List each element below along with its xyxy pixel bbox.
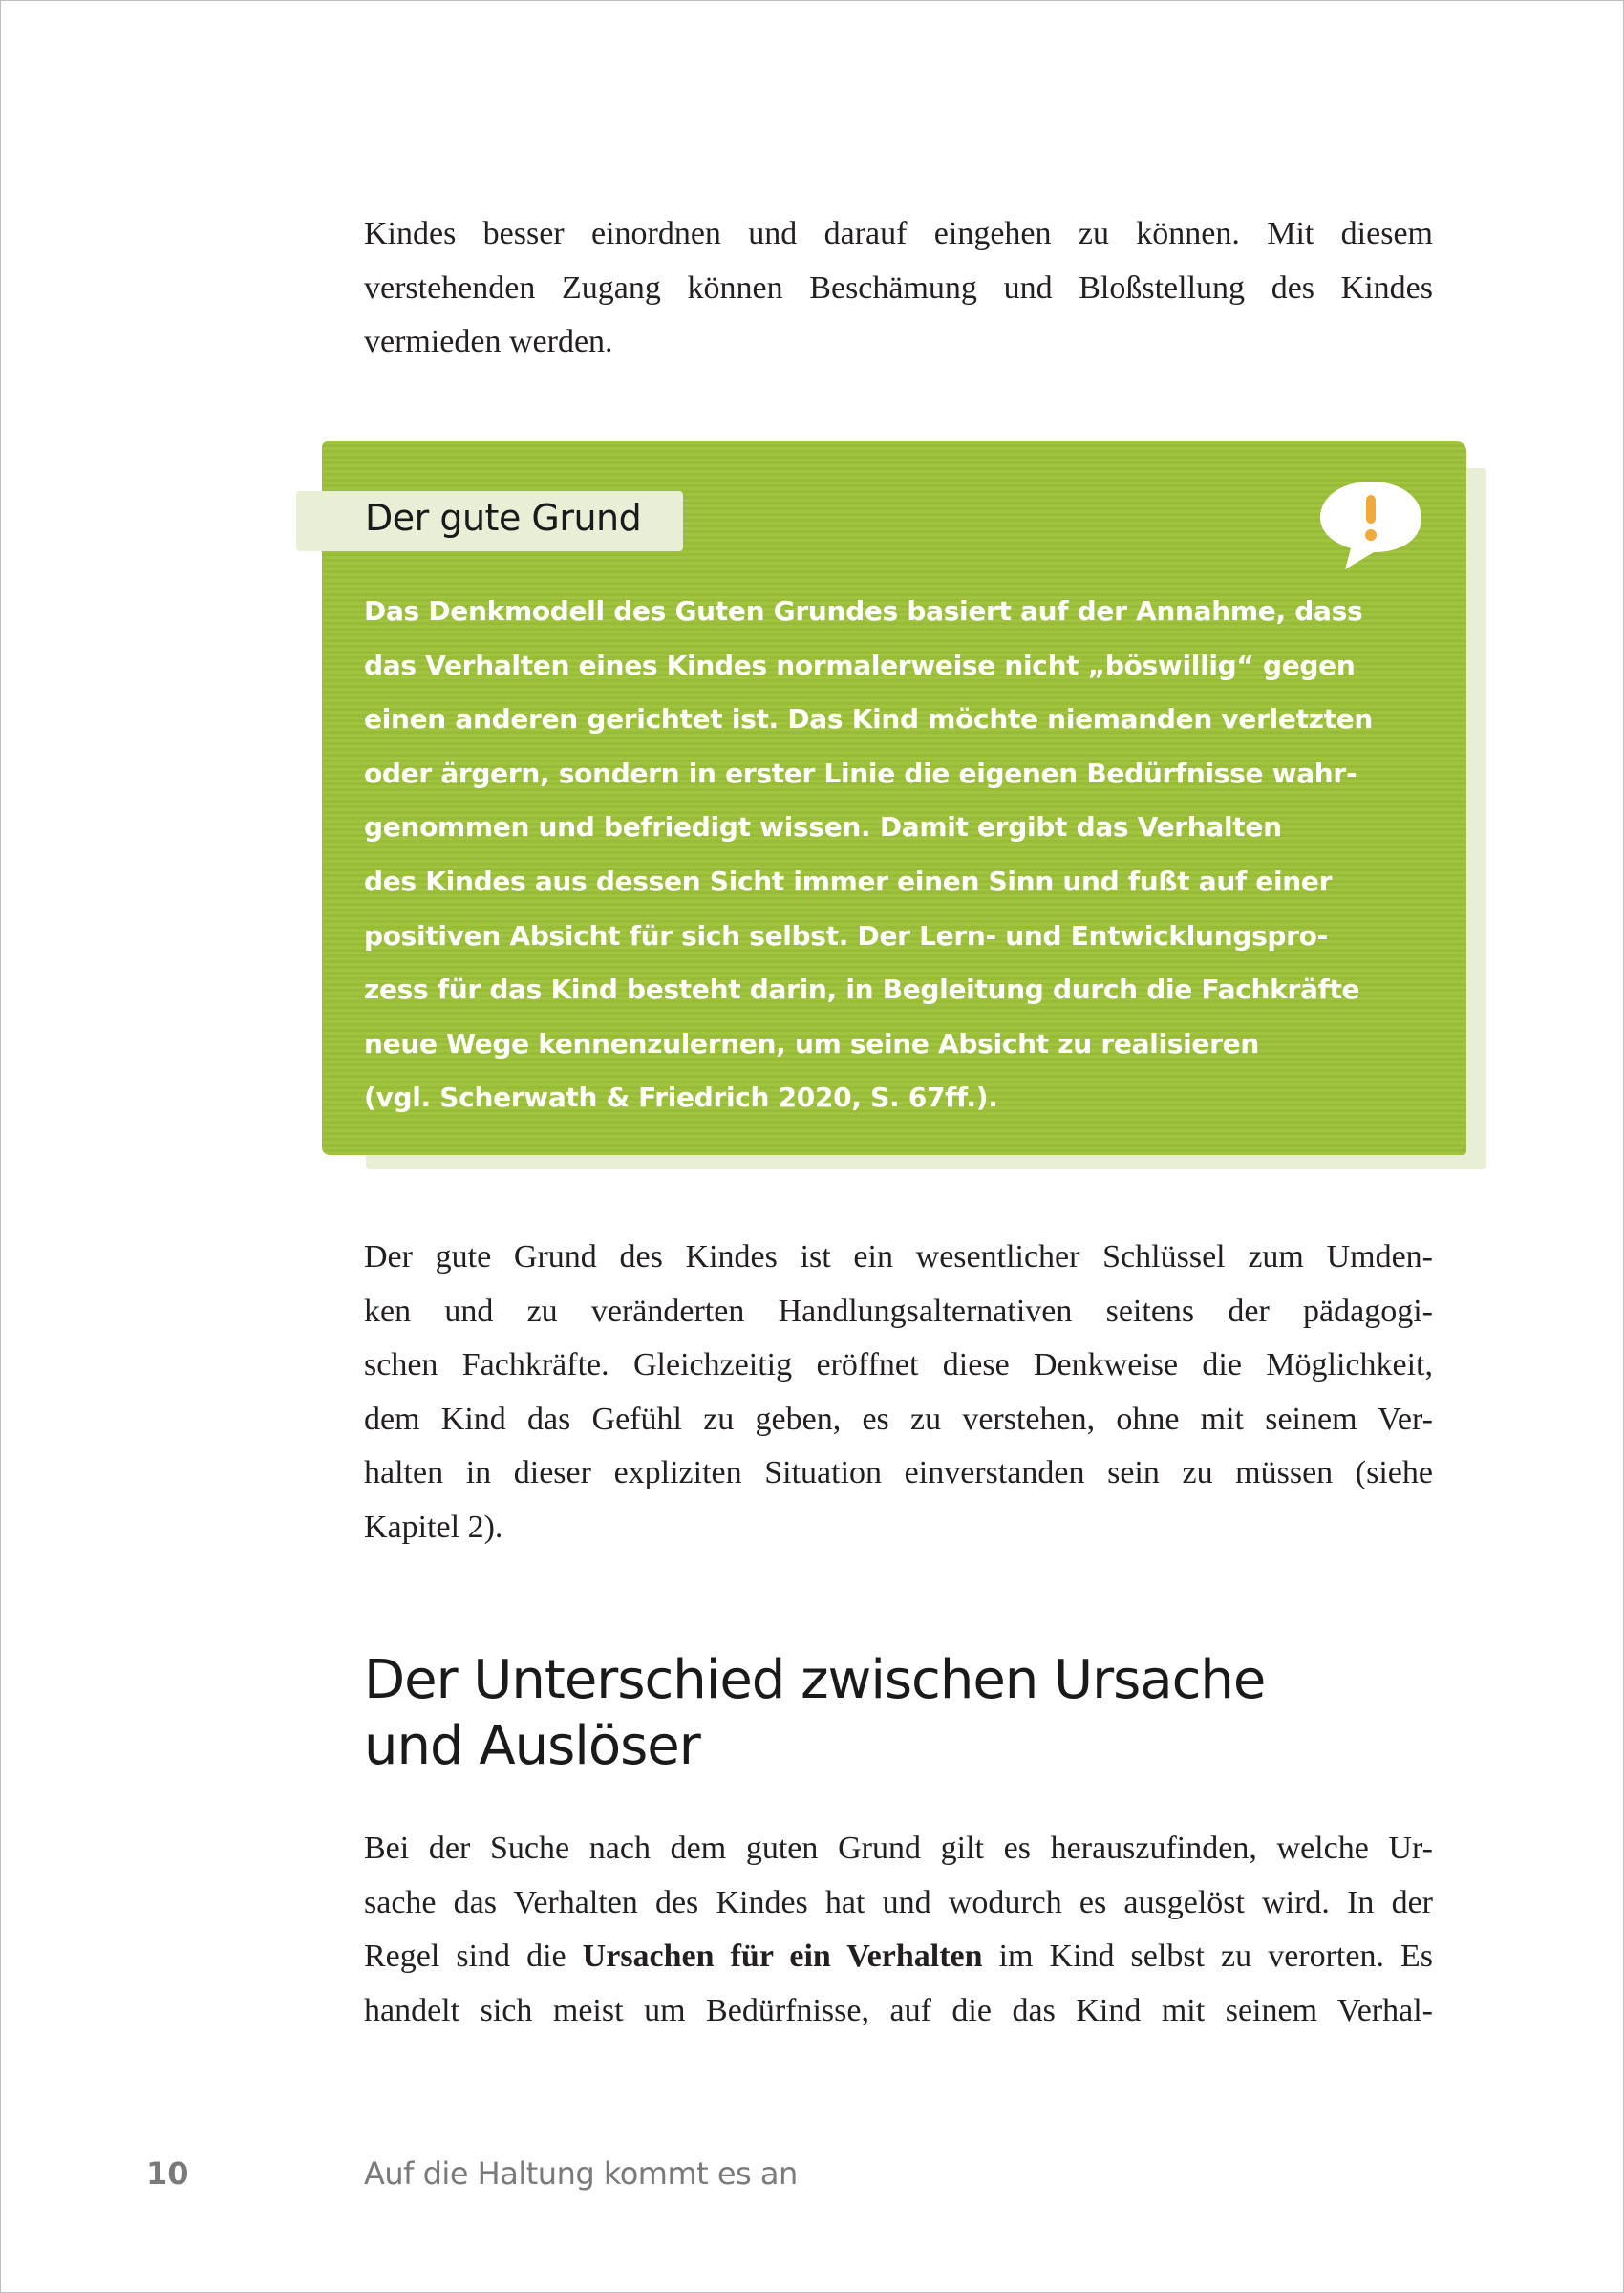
bold-term: Ursachen für ein Verhalten [582, 1939, 983, 1974]
text-line: Kapitel 2). [364, 1509, 503, 1545]
intro-paragraph [364, 207, 1433, 370]
text-line [364, 1930, 1433, 1984]
running-title: Auf die Haltung kommt es an [364, 2155, 798, 2192]
text-line: Kindes besser einordnen und darauf eingehen zu können. Mit diesem [364, 216, 1433, 251]
paragraph-3 [364, 1822, 1433, 2038]
text-line: Der gute Grund des Kindes ist ein wesentlicher Schlüssel zum Umden- [364, 1239, 1433, 1275]
infobox-line: das Verhalten eines Kindes normalerweise nicht „böswillig“ gegen [364, 649, 1356, 681]
infobox-line: (vgl. Scherwath & Friedrich 2020, S. 67ff.). [364, 1082, 998, 1114]
text-segment: im Kind selbst zu verorten. Es [982, 1939, 1434, 1974]
text-line: verstehenden Zugang können Beschämung und Bloßstellung des Kindes [364, 269, 1433, 306]
text-segment: Regel sind die [364, 1939, 583, 1974]
infobox-body [364, 585, 1386, 1125]
infobox-line: oder ärgern, sondern in erster Linie die eigenen Bedürfnisse wahr- [364, 757, 1357, 789]
infobox-title-label [296, 491, 683, 551]
heading-line: Der Unterschied zwischen Ursache [364, 1649, 1266, 1711]
section-heading [364, 1647, 1265, 1779]
infobox-line: positiven Absicht für sich selbst. Der Lern- und Entwicklungspro- [364, 919, 1328, 952]
infobox-line: einen anderen gerichtet ist. Das Kind möchte niemanden verletzten [364, 703, 1374, 736]
infobox-title: Der gute Grund [365, 497, 642, 539]
infobox-line: Das Denkmodell des Guten Grundes basiert auf der Annahme, dass [364, 595, 1363, 627]
text-line: ken und zu veränderten Handlungsalternativen seitens der pädagogi- [364, 1293, 1433, 1329]
text-line: handelt sich meist um Bedürfnisse, auf die das Kind mit seinem Verhal- [364, 1992, 1433, 2028]
text-line: halten in dieser expliziten Situation einverstanden sein zu müssen (siehe [364, 1455, 1433, 1490]
exclamation-speech-bubble-icon [1316, 478, 1425, 573]
heading-line: und Auslöser [364, 1715, 700, 1777]
infobox-line: neue Wege kennenzulernen, um seine Absicht zu realisieren [364, 1027, 1259, 1060]
text-line: sache das Verhalten des Kindes hat und wodurch es ausgelöst wird. In der [364, 1884, 1433, 1920]
infobox-line: zess für das Kind besteht darin, in Begleitung durch die Fachkräfte [364, 974, 1360, 1006]
text-line: schen Fachkräfte. Gleichzeitig eröffnet diese Denkweise die Möglichkeit, [364, 1347, 1433, 1382]
text-line: vermieden werden. [364, 324, 613, 359]
infobox-line: des Kindes aus dessen Sicht immer einen Sinn und fußt auf einer [364, 865, 1333, 897]
text-line: dem Kind das Gefühl zu geben, es zu verstehen, ohne mit seinem Ver- [364, 1401, 1433, 1437]
page-number: 10 [146, 2155, 189, 2192]
infobox-line: genommen und befriedigt wissen. Damit ergibt das Verhalten [364, 811, 1282, 844]
paragraph-2 [364, 1231, 1433, 1554]
text-line: Bei der Suche nach dem guten Grund gilt es herauszufinden, welche Ur- [364, 1831, 1433, 1866]
